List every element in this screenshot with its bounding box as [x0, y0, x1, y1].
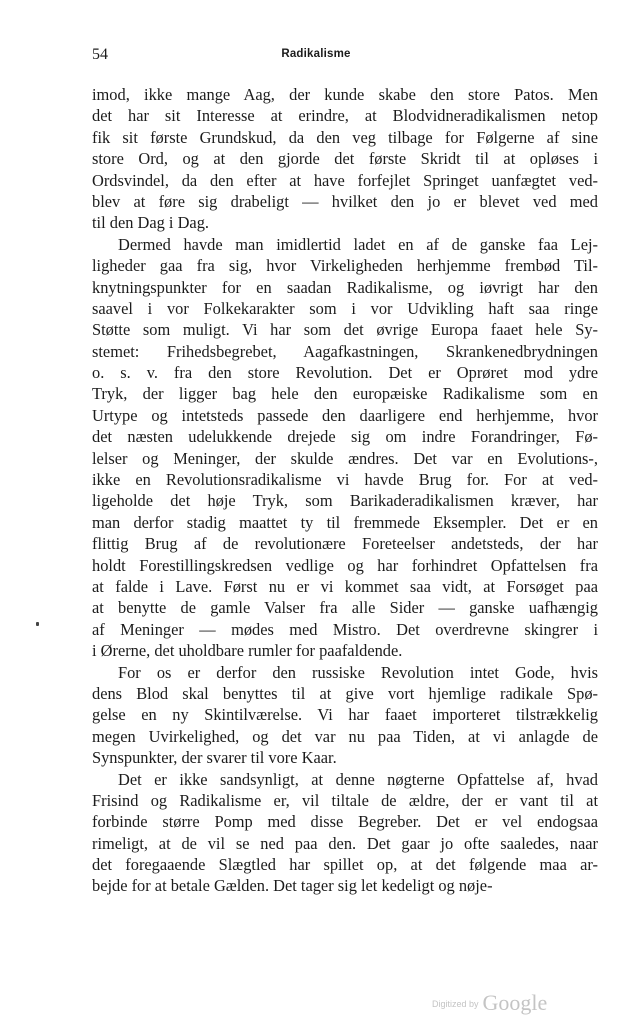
text-line: o. s. v. fra den store Revolution. Det er Oprøret mod ydre — [92, 363, 598, 383]
text-line: Urtype og intetsteds passede den daarligere end herhjemme, hvor — [92, 405, 598, 425]
text-line: knytningspunkter for en saadan Radikalisme, og iøvrigt har den — [92, 277, 598, 297]
text-line: i Ørerne, det uholdbare rumler for paafaldende. — [92, 641, 403, 661]
text-line: megen Uvirkelighed, og det var nu paa Tiden, at vi anlagde de — [92, 726, 598, 746]
text-line: ligheder gaa fra sig, hvor Virkeligheden herhjemme frembød Til- — [92, 256, 598, 276]
text-line: rimeligt, at de vil se ned paa den. Det gaar jo ofte saaledes, naar — [92, 833, 598, 853]
text-line: imod, ikke mange Aag, der kunde skabe den store Patos. Men — [92, 85, 598, 104]
text-line: holdt Forestillingskredsen vedlige og har forhindret Opfattelsen fra — [92, 555, 598, 575]
text-line: Det er ikke sandsynligt, at denne nøgterne Opfattelse af, hvad — [118, 769, 598, 789]
paragraph — [92, 234, 598, 662]
text-line: at benytte de gamle Valser fra alle Sider — ganske uafhængig — [92, 598, 598, 618]
text-line: saavel i vor Folkekarakter som i vor Udvikling haft saa ringe — [92, 298, 598, 318]
text-line: Ordsvindel, da den efter at have forfejlet Springet uanfægtet ved- — [92, 170, 598, 190]
text-line: det næsten udelukkende drejede sig om indre Forandringer, Fø- — [92, 427, 598, 447]
text-line: at falde i Lave. Først nu er vi kommet saa vidt, at Forsøget paa — [92, 576, 598, 596]
text-line: bejde for at betale Gælden. Det tager sig let kedeligt og nøje- — [92, 876, 493, 896]
text-line: ligeholde det høje Tryk, som Barikaderadikalismen kræver, har — [92, 491, 598, 511]
text-line: gelse en ny Skintilværelse. Vi har faaet importeret tilstrækkelig — [92, 705, 598, 725]
paragraph — [92, 769, 598, 897]
text-line: Frisind og Radikalisme er, vil tiltale de ældre, der er vant til at — [92, 790, 598, 810]
text-line: til den Dag i Dag. — [92, 213, 209, 233]
paragraph — [92, 84, 598, 234]
stray-ink-mark — [36, 622, 39, 626]
watermark-brand: Google — [482, 990, 548, 1015]
text-line: Dermed havde man imidlertid ladet en af de ganske faa Lej- — [118, 234, 598, 254]
running-head: Radikalisme — [281, 48, 351, 60]
text-line: stemet: Frihedsbegrebet, Aagafkastningen, Skrankenedbrydningen — [92, 341, 598, 361]
body-text — [92, 84, 598, 897]
text-line: Tryk, der ligger bag hele den europæiske Radikalisme som en — [92, 384, 598, 404]
text-line: Synspunkter, der svarer til vore Kaar. — [92, 748, 337, 768]
text-line: blev at føre sig drabeligt — hvilket den jo er blevet ved med — [92, 191, 598, 211]
text-line: For os er derfor den russiske Revolution intet Gode, hvis — [118, 662, 598, 682]
text-line: store Ord, og at den gjorde det første Skridt til at opløses i — [92, 149, 598, 169]
text-line: forbinde større Pomp med disse Begreber. Det er vel endogsaa — [92, 812, 598, 832]
text-line: ikke en Revolutionsradikalisme vi havde Brug for. For at ved- — [92, 470, 598, 490]
text-line: fik sit første Grundskud, da den veg tilbage for Følgerne af sine — [92, 127, 598, 147]
text-line: det har sit Interesse at erindre, at Blodvidneradikalismen netop — [92, 106, 598, 126]
text-line: dens Blod skal benyttes til at give vort hjemlige radikale Spø- — [92, 683, 598, 703]
watermark-prefix: Digitized by — [432, 999, 479, 1009]
text-line: lelser og Meninger, der skulde ændres. Det var en Evolutions-, — [92, 448, 598, 468]
text-line: Støtte som muligt. Vi har som det øvrige Europa faaet hele Sy- — [92, 320, 598, 340]
paragraph — [92, 662, 598, 769]
text-line: flittig Brug af de revolutionære Foreteelser andetsteds, der har — [92, 534, 598, 554]
text-line: af Meninger — mødes med Mistro. Det overdrevne skingrer i — [92, 619, 598, 639]
digitized-by-google-watermark — [432, 990, 547, 1016]
text-line: man derfor stadig maattet ty til fremmede Eksempler. Det er en — [92, 512, 598, 532]
text-line: det foregaaende Slægtled har spillet op, at det følgende maa ar- — [92, 855, 598, 875]
page-number: 54 — [92, 46, 108, 63]
